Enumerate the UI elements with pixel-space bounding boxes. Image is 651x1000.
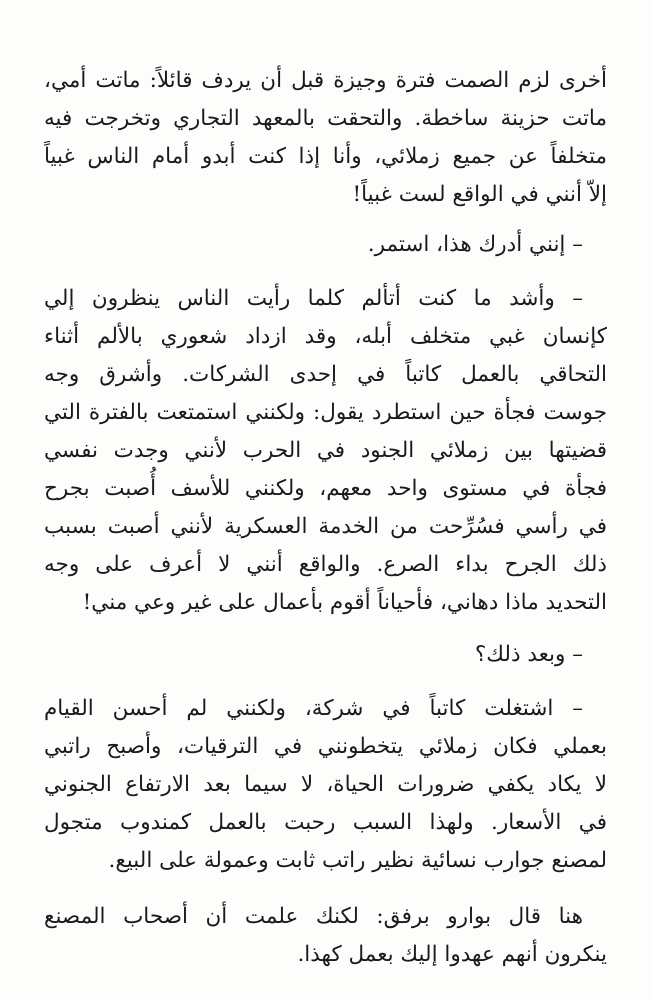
text-line: – اشتغلت كاتباً في شركة، ولكنني لم أحسن القيام xyxy=(44,696,583,721)
text-line: جوست فجأة حين استطرد يقول: ولكنني استمتعت بالفترة التي xyxy=(44,400,607,425)
text-line: أخرى لزم الصمت فترة وجيزة قبل أن يردف قائلاً: ماتت أمي، xyxy=(44,68,607,93)
text-line: فجأة في مستوى واحد معهم، ولكنني للأسف أُصبت بجرح xyxy=(44,476,607,501)
text-line: قضيتها بين زملائي الجنود في الحرب لأنني وجدت نفسي xyxy=(44,438,607,463)
text-line: بعملي فكان زملائي يتخطونني في الترقيات، وأصبح راتبي xyxy=(44,734,607,759)
paragraph-2 xyxy=(44,226,607,264)
paragraph-1 xyxy=(44,62,607,214)
paragraph-6 xyxy=(44,898,607,974)
text-line: متخلفاً عن جميع زملائي، وأنا إذا كنت أبدو أمام الناس غبياً xyxy=(44,144,607,169)
text-line: ذلك الجرح بداء الصرع. والواقع أنني لا أعرف على وجه xyxy=(44,552,607,577)
text-line: – إنني أدرك هذا، استمر. xyxy=(367,232,583,257)
text-line: لمصنع جوارب نسائية نظير راتب ثابت وعمولة على البيع. xyxy=(108,848,607,873)
text-line: ماتت حزينة ساخطة. والتحقت بالمعهد التجاري وتخرجت فيه xyxy=(44,106,607,131)
text-line: التحديد ماذا دهاني، فأحياناً أقوم بأعمال على غير وعي مني! xyxy=(82,590,607,615)
text-line: – وبعد ذلك؟ xyxy=(474,642,583,667)
text-line: لا يكاد يكفي ضرورات الحياة، لا سيما بعد الارتفاع الجنوني xyxy=(44,772,607,797)
text-line: كإنسان غبي متخلف أبله، وقد ازداد شعوري بالألم أثناء xyxy=(44,324,607,349)
text-line: هنا قال بوارو برفق: لكنك علمت أن أصحاب المصنع xyxy=(44,904,583,929)
text-line: التحاقي بالعمل كاتباً في إحدى الشركات. وأشرق وجه xyxy=(44,362,607,387)
text-line: ينكرون أنهم عهدوا إليك بعمل كهذا. xyxy=(297,942,607,967)
text-line: – وأشد ما كنت أتألم كلما رأيت الناس ينظرون إلي xyxy=(44,286,583,311)
paragraph-4 xyxy=(44,636,607,674)
text-line: في الأسعار. ولهذا السبب رحبت بالعمل كمندوب متجول xyxy=(44,810,607,835)
text-line: إلاّ أنني في الواقع لست غبياً! xyxy=(352,182,607,207)
paragraph-5 xyxy=(44,690,607,880)
paragraph-3 xyxy=(44,280,607,622)
text-line: في رأسي فسُرِّحت من الخدمة العسكرية لأنني أصبت بسبب xyxy=(44,514,607,539)
